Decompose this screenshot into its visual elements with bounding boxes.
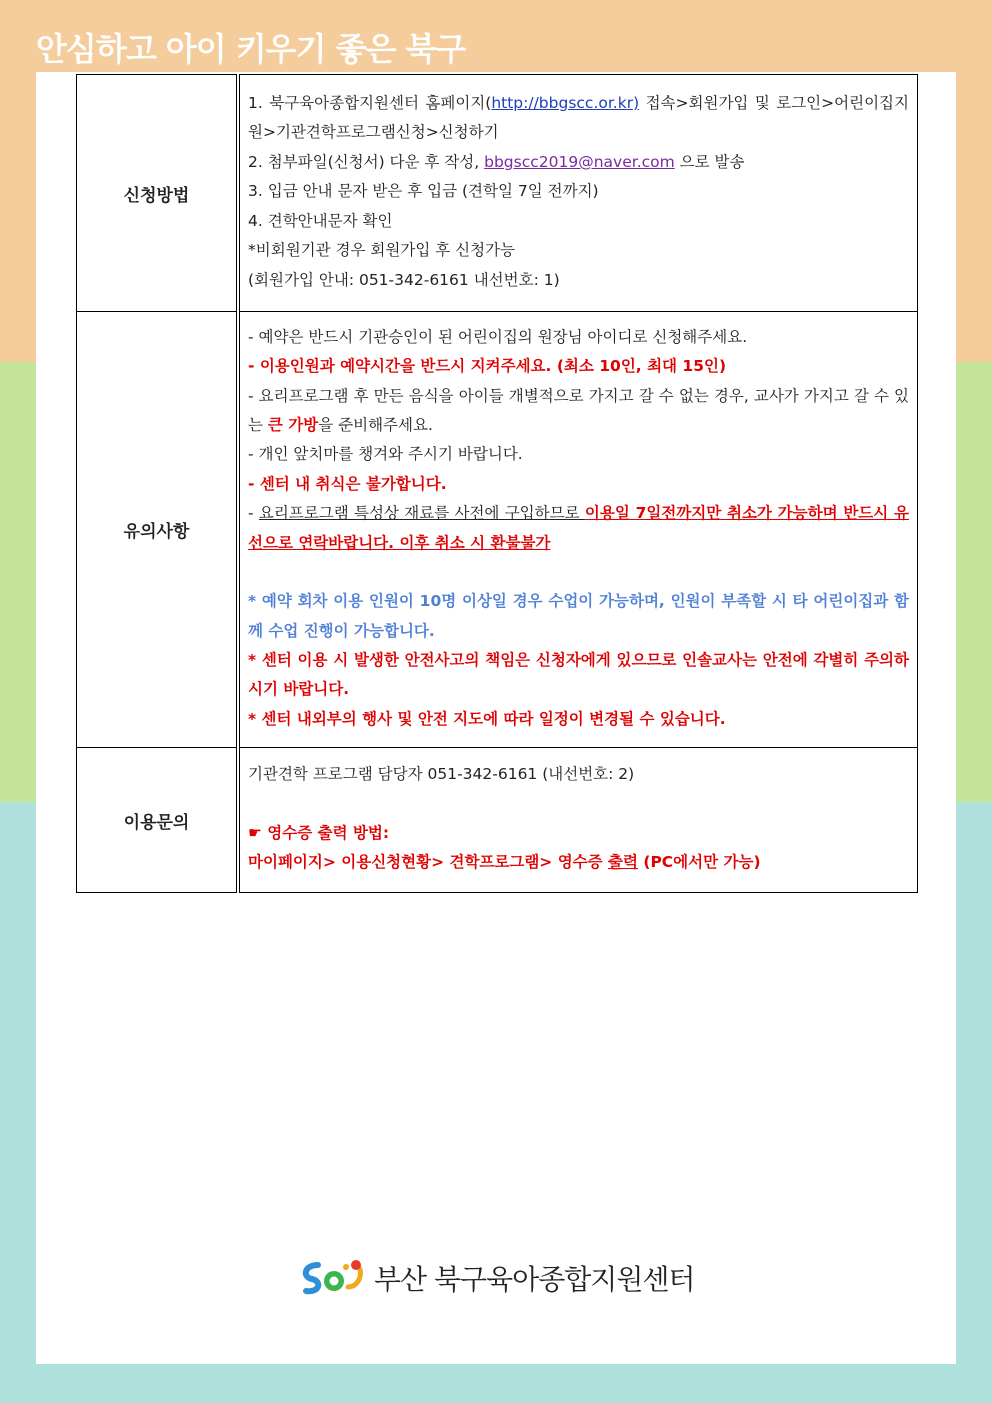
step1-text: 1. 북구육아종합지원센터 홈페이지( [248, 94, 492, 113]
pointing-hand-icon: ☛ [248, 823, 262, 842]
step2-text: 2. 첨부파일(신청서) 다운 후 작성, [248, 152, 485, 171]
inquiry-contact: 기관견학 프로그램 담당자 051-342-6161 (내선번호: 2) [248, 765, 635, 784]
application-content [238, 75, 918, 312]
notice-special-3: * 센터 내외부의 행사 및 안전 지도에 따라 일정이 변경될 수 있습니다. [248, 709, 726, 728]
inquiry-spacer [248, 790, 909, 819]
receipt-path-print: 출력 [608, 853, 638, 872]
application-step4: 4. 견학안내문자 확인 [248, 211, 393, 230]
notice-label: 유의사항 [77, 312, 239, 748]
notice-item-3-post: 을 준비해주세요. [318, 416, 433, 435]
notice-item-6-highlight: 이용일 7일전까지만 취소가 가능하며 반드시 유선으로 연락바랍니다. 이후 취소 시 환불불가 [248, 504, 909, 552]
notice-spacer [248, 558, 909, 587]
notice-item-3 [248, 382, 909, 441]
notice-item-3-text: - 요리프로그램 후 만든 음식을 아이들 개별적으로 가지고 갈 수 없는 경우, 교사가 가지고 갈 수 있는 [248, 386, 909, 435]
inquiry-label: 이용문의 [77, 748, 239, 893]
notice-item-4: - 개인 앞치마를 챙겨와 주시기 바랍니다. [248, 445, 523, 464]
inquiry-content [238, 748, 918, 893]
application-step1 [248, 89, 909, 148]
info-table [76, 74, 918, 893]
application-contact: (회원가입 안내: 051-342-6161 내선번호: 1) [248, 270, 560, 289]
notice-item-1: - 예약은 반드시 기관승인이 된 어린이집의 원장님 아이디로 신청해주세요. [248, 327, 748, 346]
email-link[interactable]: bbgscc2019@naver.com [484, 152, 675, 171]
notice-item-5: - 센터 내 취식은 불가합니다. [248, 474, 447, 493]
table-row-application [77, 75, 918, 312]
notice-content [238, 312, 918, 748]
notice-special-1: * 예약 회차 이용 인원이 10명 이상일 경우 수업이 가능하며, 인원이 부족할 시 타 어린이집과 함께 수업 진행이 가능합니다. [248, 592, 909, 640]
homepage-link[interactable]: http://bbgscc.or.kr) [491, 94, 640, 113]
receipt-title-text: 영수증 출력 방법: [261, 823, 390, 842]
receipt-path-post: (PC에서만 가능) [637, 853, 761, 872]
receipt-path-text: 마이페이지> 이용신청현황> 견학프로그램> 영수증 [248, 853, 609, 872]
notice-item-6 [248, 499, 909, 558]
receipt-path [248, 848, 909, 877]
table-row-inquiry [77, 748, 918, 893]
application-label: 신청방법 [77, 75, 239, 312]
step2-post: 으로 발송 [674, 152, 745, 171]
notice-item-6-text: 요리프로그램 특성상 재료를 사전에 구입하므로 [258, 504, 585, 523]
application-step2 [248, 148, 909, 177]
step1-path: 접속>회원가입 및 로그인>어린이집지원>기관견학프로그램신청>신청하기 [248, 94, 909, 142]
application-step3: 3. 입금 안내 문자 받은 후 입금 (견학일 7일 전까지) [248, 182, 599, 201]
header-slogan: 안심하고 아이 키우기 좋은 북구 [36, 30, 466, 68]
footer-org-name: 부산 북구육아종합지원센터 [374, 1263, 695, 1296]
notice-item-2: - 이용인원과 예약시간을 반드시 지켜주세요. (최소 10인, 최대 15인) [248, 357, 727, 376]
application-note: *비회원기관 경우 회원가입 후 신청가능 [248, 241, 516, 260]
notice-item-6-dash: - [248, 504, 259, 523]
notice-special-2: * 센터 이용 시 발생한 안전사고의 책임은 신청자에게 있으므로 인솔교사는 안전에 각별히 주의하시기 바랍니다. [248, 650, 909, 699]
document-page [36, 72, 956, 1364]
table-row-notice [77, 312, 918, 748]
center-logo-icon [298, 1257, 368, 1299]
receipt-title [248, 819, 909, 848]
notice-item-3-highlight: 큰 가방 [267, 416, 319, 435]
